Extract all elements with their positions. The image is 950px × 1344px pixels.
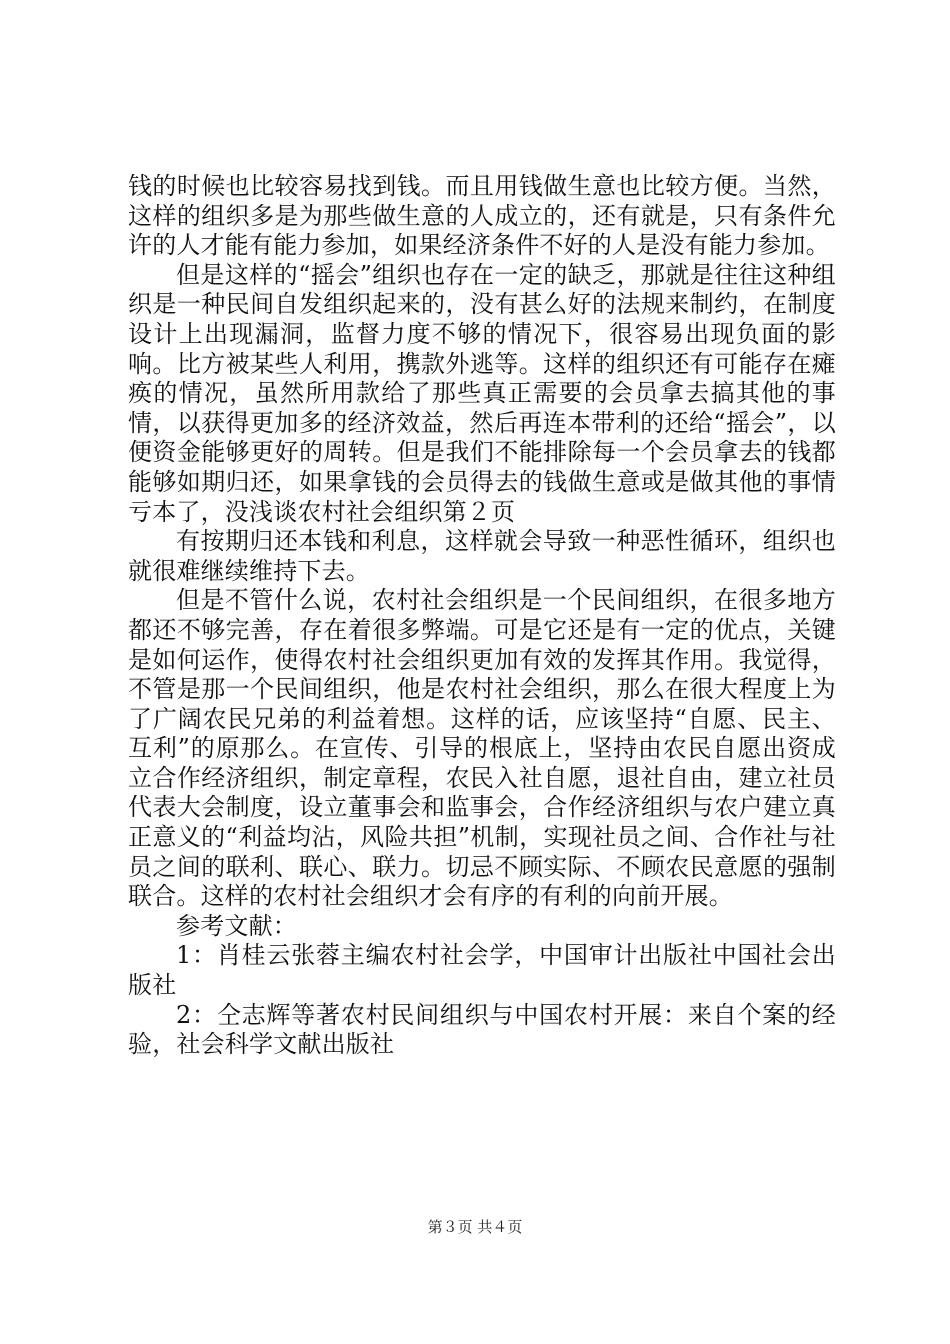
document-body bbox=[128, 172, 836, 1060]
paragraph-2: 但是这样的“摇会”组织也存在一定的缺乏，那就是往往这种组织是一种民间自发组织起来的，没有甚么好的法规来制约，在制度设计上出现漏洞，监督力度不够的情况下，很容易出现负面的影响。比方被某些人利用，携款外逃等。这样的组织还有可能存在瘫痪的情况，虽然所用款给了那些真正需要的会员拿去搞其他的事情，以获得更加多的经济效益，然后再连本带利的还给“摇会”，以便资金能够更好的周转。但是我们不能排除每一个会员拿去的钱都能够如期归还，如果拿钱的会员得去的钱做生意或是做其他的事情亏本了，没浅谈农村社会组织第２页 bbox=[128, 260, 836, 526]
references-heading: 参考文献： bbox=[176, 911, 297, 940]
paragraph-1: 钱的时候也比较容易找到钱。而且用钱做生意也比较方便。当然，这样的组织多是为那些做生意的人成立的，还有就是，只有条件允许的人才能有能力参加，如果经济条件不好的人是没有能力参加。 bbox=[128, 172, 836, 260]
reference-2: 2：仝志辉等著农村民间组织与中国农村开展：来自个案的经验，社会科学文献出版社 bbox=[128, 1000, 836, 1059]
page-footer bbox=[0, 1216, 950, 1237]
page-number-label: 第３页 共４页 bbox=[427, 1218, 523, 1236]
reference-1: 1：肖桂云张蓉主编农村社会学，中国审计出版社中国社会出版社 bbox=[128, 941, 836, 1000]
paragraph-4: 但是不管什么说，农村社会组织是一个民间组织，在很多地方都还不够完善，存在着很多弊端。可是它还是有一定的优点，关键是如何运作，使得农村社会组织更加有效的发挥其作用。我觉得，不管是那一个民间组织，他是农村社会组织，那么在很大程度上为了广阔农民兄弟的利益着想。这样的话，应该坚持“自愿、民主、互利”的原那么。在宣传、引导的根底上，坚持由农民自愿出资成立合作经济组织，制定章程，农民入社自愿，退社自由，建立社员代表大会制度，设立董事会和监事会，合作经济组织与农户建立真正意义的“利益均沾，风险共担”机制，实现社员之间、合作社与社员之间的联利、联心、联力。切忌不顾实际、不顾农民意愿的强制联合。这样的农村社会组织才会有序的有利的向前开展。 bbox=[128, 586, 836, 911]
paragraph-3: 有按期归还本钱和利息，这样就会导致一种恶性循环，组织也就很难继续维持下去。 bbox=[128, 527, 836, 585]
